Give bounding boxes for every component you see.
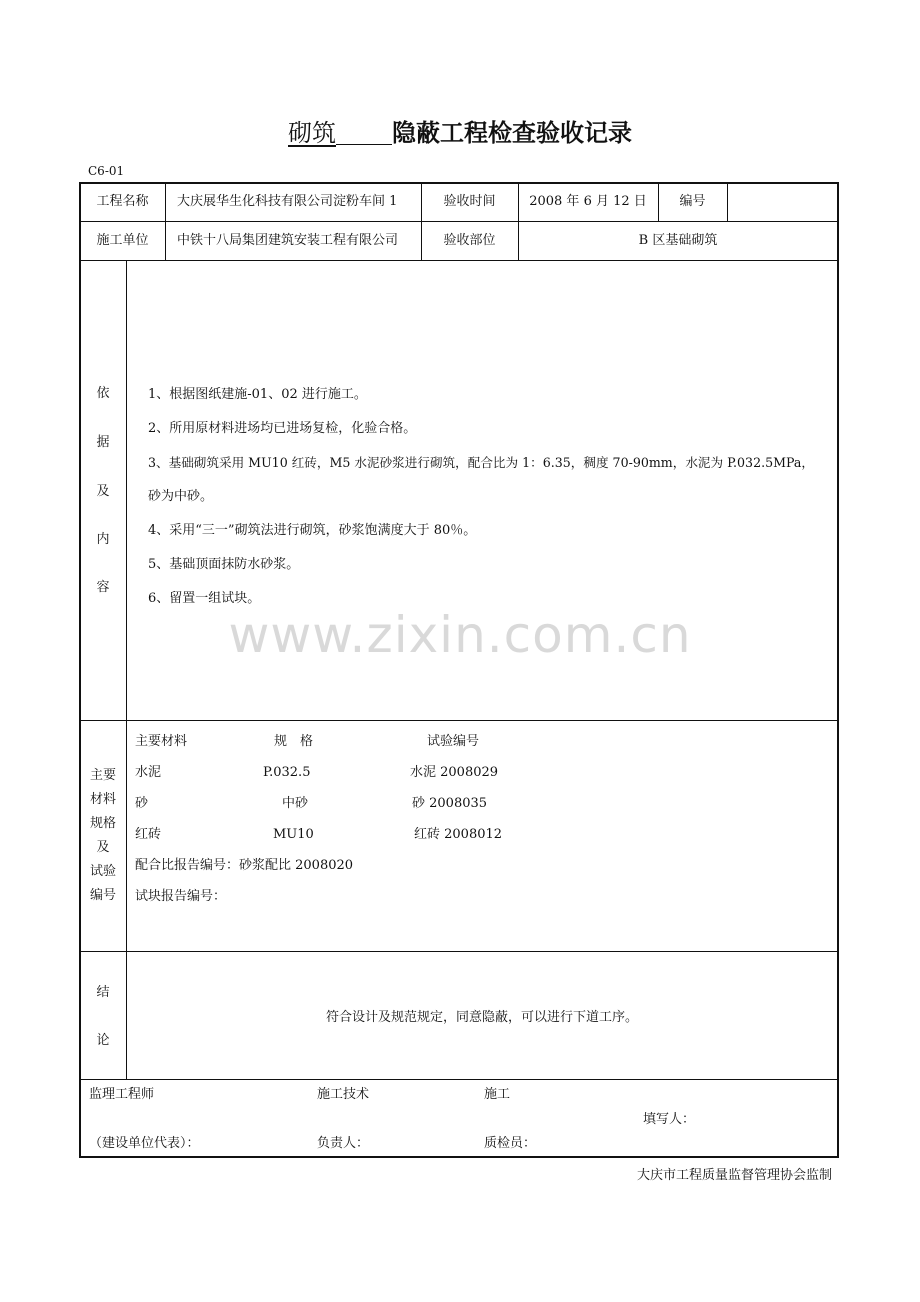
- material-row-name: 水泥: [135, 765, 162, 780]
- col-divider-1: [165, 183, 166, 260]
- conclusion-label-char: 论: [96, 1033, 110, 1048]
- form-code: C6-01: [88, 164, 125, 178]
- label-col-divider: [126, 260, 127, 1079]
- qc-label: 施工: [484, 1087, 511, 1102]
- materials-label-line: 编号: [89, 888, 116, 903]
- basis-line: 3、基础砌筑采用 MU10 红砖，M5 水泥砂浆进行砌筑，配合比为 1：6.35，稠度 70-90mm，水泥为 P.032.5MPa，: [148, 455, 815, 470]
- basis-label-char: 内: [96, 532, 110, 547]
- materials-label-line: 主要: [89, 768, 116, 783]
- acceptance-time-value: 2008 年 6 月 12 日: [529, 194, 647, 209]
- row-divider-3: [80, 720, 838, 721]
- material-row-spec: 中砂: [282, 796, 309, 811]
- row-divider-5: [80, 1079, 838, 1080]
- material-row-test: 红砖 2008012: [414, 827, 503, 842]
- materials-label-line: 规格: [89, 816, 116, 831]
- basis-line: 4、采用“三一”砌筑法进行砌筑，砂浆饱满度大于 80％。: [148, 523, 477, 538]
- materials-label-line: 及: [96, 840, 110, 855]
- tech-lead-label: 负责人：: [317, 1136, 370, 1151]
- contractor-label: 施工单位: [96, 233, 149, 248]
- materials-header-spec: 规 格: [274, 734, 314, 749]
- row-divider-2: [80, 260, 838, 261]
- project-name-value: 大庆展华生化科技有限公司淀粉车间 1: [177, 194, 398, 209]
- material-row-spec: P.032.5: [263, 765, 311, 780]
- basis-label-char: 依: [96, 386, 110, 401]
- page-title: [0, 116, 920, 150]
- title-prefix: 砌筑: [288, 119, 336, 147]
- filler-label: 填写人：: [643, 1112, 696, 1127]
- materials-header-test: 试验编号: [427, 734, 480, 749]
- row-divider-1: [80, 221, 838, 222]
- col-divider-5: [727, 183, 728, 221]
- tech-label: 施工技术: [317, 1087, 370, 1102]
- basis-line: 砂为中砂。: [148, 489, 214, 504]
- basis-line: 1、根据图纸建施-01、02 进行施工。: [148, 387, 367, 402]
- basis-label-char: 及: [96, 484, 110, 499]
- acceptance-part-value: B 区基础砌筑: [638, 233, 718, 248]
- block-report: 试块报告编号：: [135, 889, 227, 904]
- basis-line: 2、所用原材料进场均已进场复检，化验合格。: [148, 421, 417, 436]
- number-label: 编号: [679, 194, 706, 209]
- row-divider-4: [80, 951, 838, 952]
- material-row-spec: MU10: [273, 827, 314, 842]
- footer-issuer: 大庆市工程质量监督管理协会监制: [636, 1168, 832, 1183]
- conclusion-text: 符合设计及规范规定，同意隐蔽，可以进行下道工序。: [325, 1010, 638, 1025]
- contractor-value: 中铁十八局集团建筑安装工程有限公司: [177, 233, 399, 248]
- materials-header-name: 主要材料: [135, 734, 188, 749]
- materials-label-line: 材料: [89, 792, 116, 807]
- basis-line: 5、基础顶面抹防水砂浆。: [148, 557, 300, 572]
- watermark: www.zixin.com.cn: [228, 606, 692, 664]
- material-row-name: 红砖: [135, 827, 162, 842]
- title-main: 隐蔽工程检查验收记录: [392, 119, 632, 147]
- materials-label-line: 试验: [89, 864, 116, 879]
- mix-report: 配合比报告编号：砂浆配比 2008020: [135, 858, 354, 873]
- qc-inspector-label: 质检员：: [484, 1136, 537, 1151]
- basis-label-char: 容: [96, 580, 110, 595]
- supervisor-label: 监理工程师: [89, 1087, 155, 1102]
- basis-line: 6、留置一组试块。: [148, 591, 261, 606]
- basis-label-char: 据: [96, 435, 110, 450]
- title-blank-line: [336, 120, 392, 145]
- conclusion-label-char: 结: [96, 985, 110, 1000]
- supervisor-rep-label: （建设单位代表）：: [89, 1136, 200, 1151]
- acceptance-part-label: 验收部位: [443, 233, 496, 248]
- project-name-label: 工程名称: [96, 194, 149, 209]
- material-row-test: 水泥 2008029: [410, 765, 499, 780]
- material-row-name: 砂: [135, 796, 149, 811]
- acceptance-time-label: 验收时间: [443, 194, 496, 209]
- material-row-test: 砂 2008035: [412, 796, 488, 811]
